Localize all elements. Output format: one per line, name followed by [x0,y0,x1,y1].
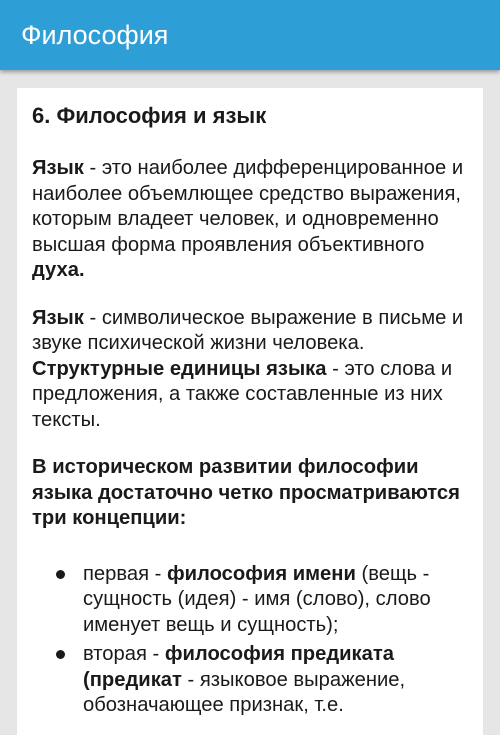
list-item [32,562,477,639]
paragraph-1-text: - это наиболее дифференцированное и наиболее объемлющее средство выражения, которым владеет человек, и одновременно высшая форма проявления объективного [32,157,464,256]
list-item-pre: вторая - [83,643,165,665]
concepts-list [32,562,477,719]
list-item-post: (вещь - сущность (идея) - имя (слово), слово именует вещь и сущность); [83,562,431,636]
list-item [32,642,477,719]
paragraph-2-text-2: - это слова и предложения, а также составленные из них тексты. [32,357,453,431]
paragraph-2-text: - символическое выражение в письме и звуке психической жизни человека. [32,306,464,354]
list-item-bold: философия предиката (предикат [83,643,394,691]
term-yazyk: Язык [32,157,84,179]
list-item-bold: философия имени [166,562,356,585]
bullet-icon [56,650,65,659]
section-title: 6. Философия и язык [32,103,267,128]
term-dukh: духа. [32,259,85,281]
paragraph-3: В историческом развитии философии языка достаточно четко просматриваются три концепции: [32,456,460,529]
bullet-icon [56,570,65,579]
list-item-pre: первая - [83,562,167,585]
app-title: Философия [21,20,169,50]
term-yazyk-2: Язык [32,306,84,329]
app-bar [0,0,500,70]
article-body [32,102,477,723]
article-card[interactable] [17,88,483,735]
paragraph-1 [32,156,477,284]
list-item-post: - языковое выражение, обозначающее признак, т.е. [83,668,406,716]
term-structural-units: Структурные единицы языка [32,357,327,380]
paragraph-2 [32,306,477,434]
